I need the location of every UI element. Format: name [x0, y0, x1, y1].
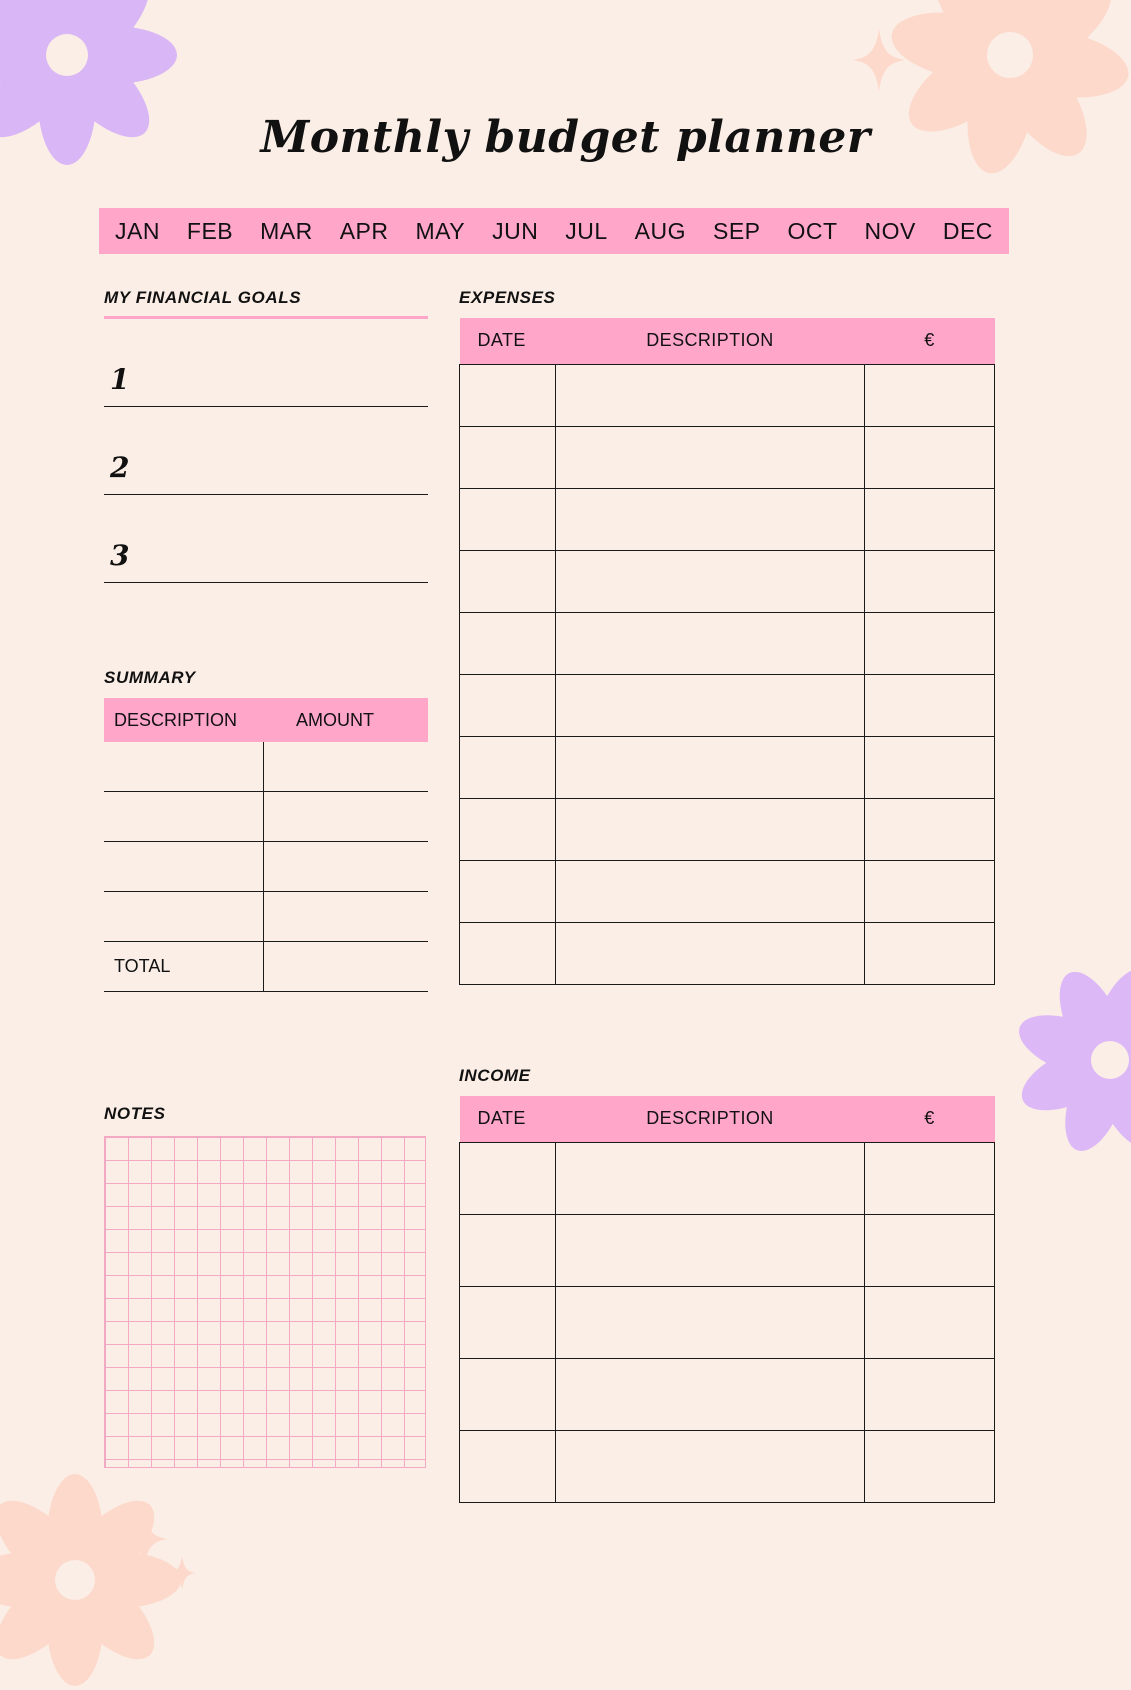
summary-cell-description[interactable] — [104, 892, 264, 941]
expenses-cell-description[interactable] — [556, 612, 865, 674]
expenses-cell-amount[interactable] — [865, 736, 995, 798]
summary-total-row[interactable] — [104, 942, 428, 992]
expenses-cell-date[interactable] — [460, 736, 556, 798]
expenses-cell-description[interactable] — [556, 364, 865, 426]
month-oct[interactable]: OCT — [787, 217, 838, 244]
table-row[interactable] — [460, 1286, 995, 1358]
summary-col-description: DESCRIPTION — [114, 709, 238, 730]
goal-row-2[interactable] — [104, 433, 428, 495]
month-nov[interactable]: NOV — [864, 217, 916, 244]
expenses-cell-description[interactable] — [556, 798, 865, 860]
table-row[interactable] — [460, 488, 995, 550]
income-table-header-row — [460, 1096, 995, 1142]
income-cell-amount[interactable] — [865, 1430, 995, 1502]
summary-cell-amount[interactable] — [264, 842, 428, 891]
goal-number-1: 1 — [110, 363, 130, 396]
table-row[interactable] — [460, 1358, 995, 1430]
month-jul[interactable]: JUL — [565, 217, 608, 244]
summary-heading: SUMMARY — [104, 668, 196, 687]
page-title: Monthly budget planner — [260, 112, 871, 163]
expenses-cell-date[interactable] — [460, 674, 556, 736]
expenses-col-amount: € — [865, 318, 995, 364]
expenses-col-description: DESCRIPTION — [556, 318, 865, 364]
summary-col-amount: AMOUNT — [296, 709, 374, 730]
expenses-cell-amount[interactable] — [865, 488, 995, 550]
expenses-cell-date[interactable] — [460, 550, 556, 612]
expenses-cell-amount[interactable] — [865, 426, 995, 488]
goal-row-3[interactable] — [104, 521, 428, 583]
goal-row-1[interactable] — [104, 345, 428, 407]
summary-cell-amount[interactable] — [264, 792, 428, 841]
goal-number-2: 2 — [110, 451, 130, 484]
income-cell-description[interactable] — [556, 1142, 865, 1214]
income-cell-date[interactable] — [460, 1286, 556, 1358]
expenses-cell-date[interactable] — [460, 364, 556, 426]
month-may[interactable]: MAY — [415, 217, 466, 244]
income-cell-date[interactable] — [460, 1142, 556, 1214]
income-cell-description[interactable] — [556, 1430, 865, 1502]
expenses-cell-description[interactable] — [556, 736, 865, 798]
income-cell-amount[interactable] — [865, 1286, 995, 1358]
income-col-description: DESCRIPTION — [556, 1096, 865, 1142]
summary-total-label: TOTAL — [104, 942, 264, 991]
expenses-cell-date[interactable] — [460, 426, 556, 488]
income-table-body — [460, 1142, 995, 1502]
month-dec[interactable]: DEC — [942, 217, 993, 244]
month-feb[interactable]: FEB — [186, 217, 234, 244]
summary-row[interactable] — [104, 742, 428, 792]
income-heading: INCOME — [459, 1066, 531, 1085]
expenses-cell-date[interactable] — [460, 488, 556, 550]
table-row[interactable] — [460, 426, 995, 488]
summary-total-amount[interactable] — [264, 942, 428, 991]
expenses-cell-amount[interactable] — [865, 612, 995, 674]
expenses-cell-date[interactable] — [460, 798, 556, 860]
expenses-cell-description[interactable] — [556, 860, 865, 922]
expenses-cell-amount[interactable] — [865, 922, 995, 984]
table-row[interactable] — [460, 1142, 995, 1214]
summary-table-body — [104, 742, 428, 992]
summary-cell-description[interactable] — [104, 792, 264, 841]
expenses-cell-date[interactable] — [460, 612, 556, 674]
income-cell-amount[interactable] — [865, 1214, 995, 1286]
expenses-section — [459, 288, 995, 985]
expenses-table-header-row — [460, 318, 995, 364]
expenses-cell-amount[interactable] — [865, 798, 995, 860]
income-col-date: DATE — [460, 1096, 556, 1142]
financial-goals-heading: MY FINANCIAL GOALS — [104, 288, 302, 307]
sparkle-icon-bottom-left-small — [168, 1556, 196, 1595]
table-row[interactable] — [460, 550, 995, 612]
expenses-cell-date[interactable] — [460, 922, 556, 984]
notes-heading: NOTES — [104, 1104, 166, 1123]
table-row[interactable] — [460, 674, 995, 736]
income-cell-description[interactable] — [556, 1358, 865, 1430]
expenses-table — [459, 318, 995, 985]
table-row[interactable] — [460, 736, 995, 798]
summary-row[interactable] — [104, 892, 428, 942]
goal-number-3: 3 — [110, 539, 130, 572]
summary-row[interactable] — [104, 842, 428, 892]
flower-decoration-right — [1010, 960, 1131, 1160]
income-col-amount: € — [865, 1096, 995, 1142]
table-row[interactable] — [460, 1430, 995, 1502]
financial-goals-underline — [104, 316, 428, 319]
table-row[interactable] — [460, 922, 995, 984]
month-aug[interactable]: AUG — [634, 217, 687, 244]
expenses-cell-amount[interactable] — [865, 860, 995, 922]
summary-section — [104, 668, 428, 992]
income-cell-amount[interactable] — [865, 1142, 995, 1214]
table-row[interactable] — [460, 612, 995, 674]
income-table — [459, 1096, 995, 1503]
financial-goals-section — [104, 288, 428, 583]
summary-cell-description[interactable] — [104, 742, 264, 791]
month-mar[interactable]: MAR — [260, 217, 313, 244]
income-cell-description[interactable] — [556, 1286, 865, 1358]
expenses-cell-amount[interactable] — [865, 674, 995, 736]
income-cell-date[interactable] — [460, 1214, 556, 1286]
notes-section — [104, 1104, 428, 1468]
expenses-cell-description[interactable] — [556, 550, 865, 612]
sparkle-icon-bottom-left — [120, 1510, 168, 1573]
income-cell-description[interactable] — [556, 1214, 865, 1286]
month-jan[interactable]: JAN — [115, 217, 160, 244]
month-selector-bar[interactable] — [99, 208, 1009, 254]
flower-decoration-bottom-left — [0, 1470, 190, 1690]
month-apr[interactable]: APR — [339, 217, 389, 244]
summary-cell-amount[interactable] — [264, 742, 428, 791]
expenses-cell-amount[interactable] — [865, 550, 995, 612]
expenses-heading: EXPENSES — [459, 288, 556, 307]
summary-table-header — [104, 698, 428, 742]
expenses-cell-amount[interactable] — [865, 364, 995, 426]
table-row[interactable] — [460, 860, 995, 922]
summary-cell-amount[interactable] — [264, 892, 428, 941]
expenses-cell-date[interactable] — [460, 860, 556, 922]
table-row[interactable] — [460, 798, 995, 860]
expenses-cell-description[interactable] — [556, 674, 865, 736]
expenses-table-body — [460, 364, 995, 984]
summary-row[interactable] — [104, 792, 428, 842]
income-section — [459, 1066, 995, 1503]
expenses-cell-description[interactable] — [556, 426, 865, 488]
summary-cell-description[interactable] — [104, 842, 264, 891]
notes-grid-area[interactable] — [104, 1136, 426, 1468]
expenses-cell-description[interactable] — [556, 922, 865, 984]
income-cell-date[interactable] — [460, 1358, 556, 1430]
income-cell-date[interactable] — [460, 1430, 556, 1502]
month-jun[interactable]: JUN — [492, 217, 539, 244]
income-cell-amount[interactable] — [865, 1358, 995, 1430]
month-sep[interactable]: SEP — [712, 217, 761, 244]
table-row[interactable] — [460, 364, 995, 426]
expenses-col-date: DATE — [460, 318, 556, 364]
expenses-cell-description[interactable] — [556, 488, 865, 550]
table-row[interactable] — [460, 1214, 995, 1286]
